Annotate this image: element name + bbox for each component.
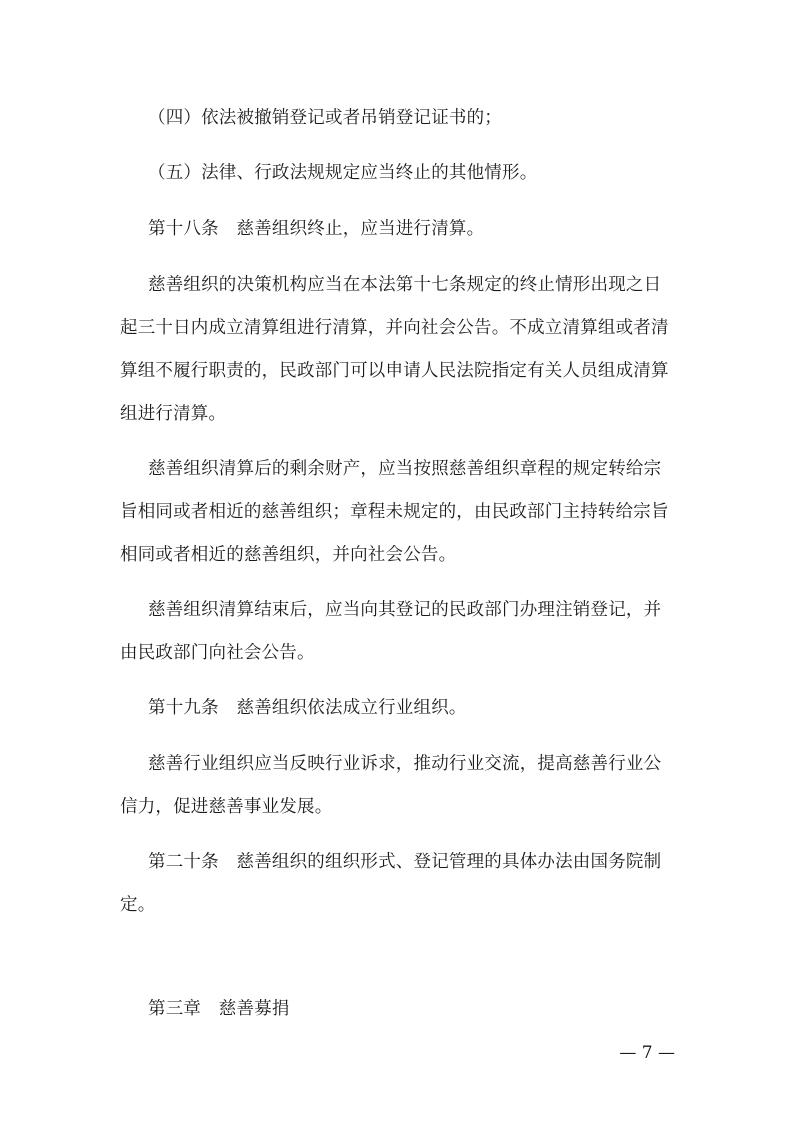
paragraph-line: 由民政部门向社会公告。 [120,643,315,663]
paragraph-line: 旨相同或者相近的慈善组织；章程未规定的，由民政部门主持转给宗旨 [120,502,669,522]
paragraph-line: 组进行清算。 [120,404,227,424]
paragraph-line: 慈善组织清算后的剩余财产，应当按照慈善组织章程的规定转给宗 [148,459,662,479]
paragraph-line: 相同或者相近的慈善组织，并向社会公告。 [120,545,457,565]
clause-4: （四）依法被撤销登记或者吊销登记证书的； [148,108,502,128]
paragraph-line: 起三十日内成立清算组进行清算，并向社会公告。不成立清算组或者清 [120,318,669,338]
paragraph-line: 算组不履行职责的，民政部门可以申请人民法院指定有关人员组成清算 [120,361,669,381]
paragraph-line: 慈善组织清算结束后，应当向其登记的民政部门办理注销登记，并 [148,600,662,620]
page-number: — 7 — [619,1043,675,1063]
chapter-3-heading: 第三章 慈善募捐 [148,999,290,1019]
paragraph-line: 慈善行业组织应当反映行业诉求，推动行业交流，提高慈善行业公 [148,754,662,774]
article-20-heading: 第二十条 慈善组织的组织形式、登记管理的具体办法由国务院制 [148,852,662,872]
paragraph-line: 定。 [120,895,156,915]
paragraph-line: 信力，促进慈善事业发展。 [120,797,333,817]
article-18-heading: 第十八条 慈善组织终止，应当进行清算。 [148,219,485,239]
paragraph-line: 慈善组织的决策机构应当在本法第十七条规定的终止情形出现之日 [148,275,662,295]
clause-5: （五）法律、行政法规规定应当终止的其他情形。 [148,163,538,183]
article-19-heading: 第十九条 慈善组织依法成立行业组织。 [148,698,467,718]
